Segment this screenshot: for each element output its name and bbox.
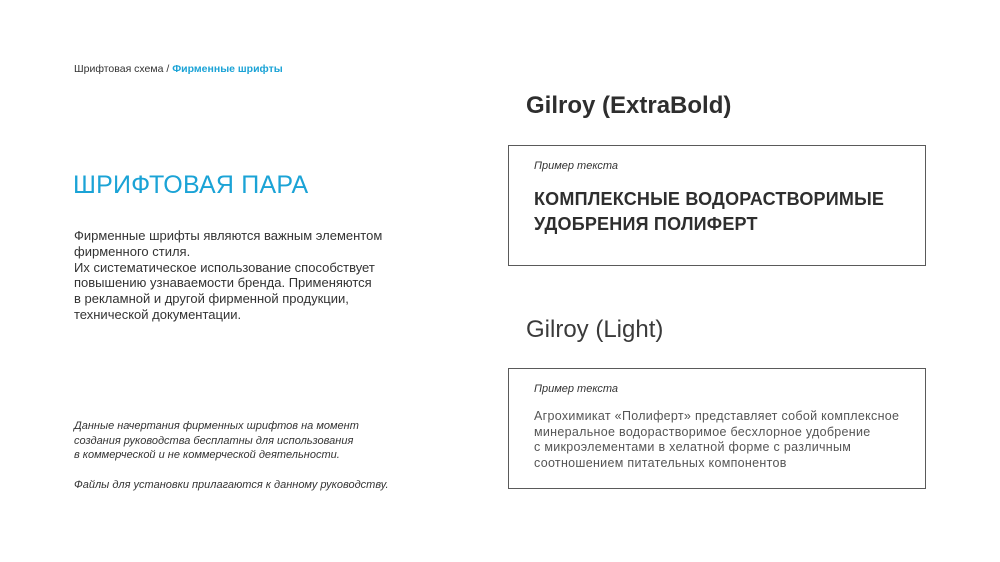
sample-box-light bbox=[508, 368, 926, 489]
breadcrumb-separator: / bbox=[163, 63, 173, 75]
sample-label: Пример текста bbox=[534, 160, 619, 172]
description-line: технической документации. bbox=[74, 306, 242, 322]
section-description bbox=[74, 228, 414, 323]
description-line: Их систематическое использование способствует bbox=[74, 259, 375, 275]
note-line: Данные начертания фирменных шрифтов на момент bbox=[74, 420, 359, 432]
sample-line: КОМПЛЕКСНЫЕ ВОДОРАСТВОРИМЫЕ bbox=[534, 189, 885, 209]
license-note bbox=[74, 419, 434, 492]
sample-box-extrabold bbox=[508, 145, 926, 266]
sample-line: Агрохимикат «Полиферт» представляет собой комплексное bbox=[534, 409, 900, 423]
sample-line: с микроэлементами в хелатной форме с различным bbox=[534, 440, 852, 454]
note-files-line: Файлы для установки прилагаются к данному руководству. bbox=[74, 478, 389, 491]
sample-line: УДОБРЕНИЯ ПОЛИФЕРТ bbox=[534, 214, 758, 234]
breadcrumb bbox=[74, 63, 283, 75]
section-title: ШРИФТОВАЯ ПАРА bbox=[73, 171, 309, 199]
note-line: в коммерческой и не коммерческой деятельности. bbox=[74, 449, 340, 461]
description-line: Фирменные шрифты являются важным элементом bbox=[74, 228, 383, 243]
sample-text-light bbox=[534, 409, 919, 471]
description-line: в рекламной и другой фирменной продукции, bbox=[74, 291, 349, 307]
sample-text-extrabold bbox=[534, 187, 914, 237]
sample-label: Пример текста bbox=[534, 383, 619, 395]
font-name-extrabold: Gilroy (ExtraBold) bbox=[526, 92, 732, 119]
description-line: фирменного стиля. bbox=[74, 243, 191, 259]
note-line: создания руководства бесплатны для использования bbox=[74, 434, 354, 447]
breadcrumb-current: Фирменные шрифты bbox=[172, 63, 283, 75]
font-name-light: Gilroy (Light) bbox=[526, 316, 664, 343]
description-line: повышению узнаваемости бренда. Применяются bbox=[74, 275, 372, 291]
sample-line: минеральное водорастворимое бесхлорное удобрение bbox=[534, 424, 871, 439]
breadcrumb-parent: Шрифтовая схема bbox=[74, 63, 164, 75]
sample-line: соотношением питательных компонентов bbox=[534, 455, 787, 470]
